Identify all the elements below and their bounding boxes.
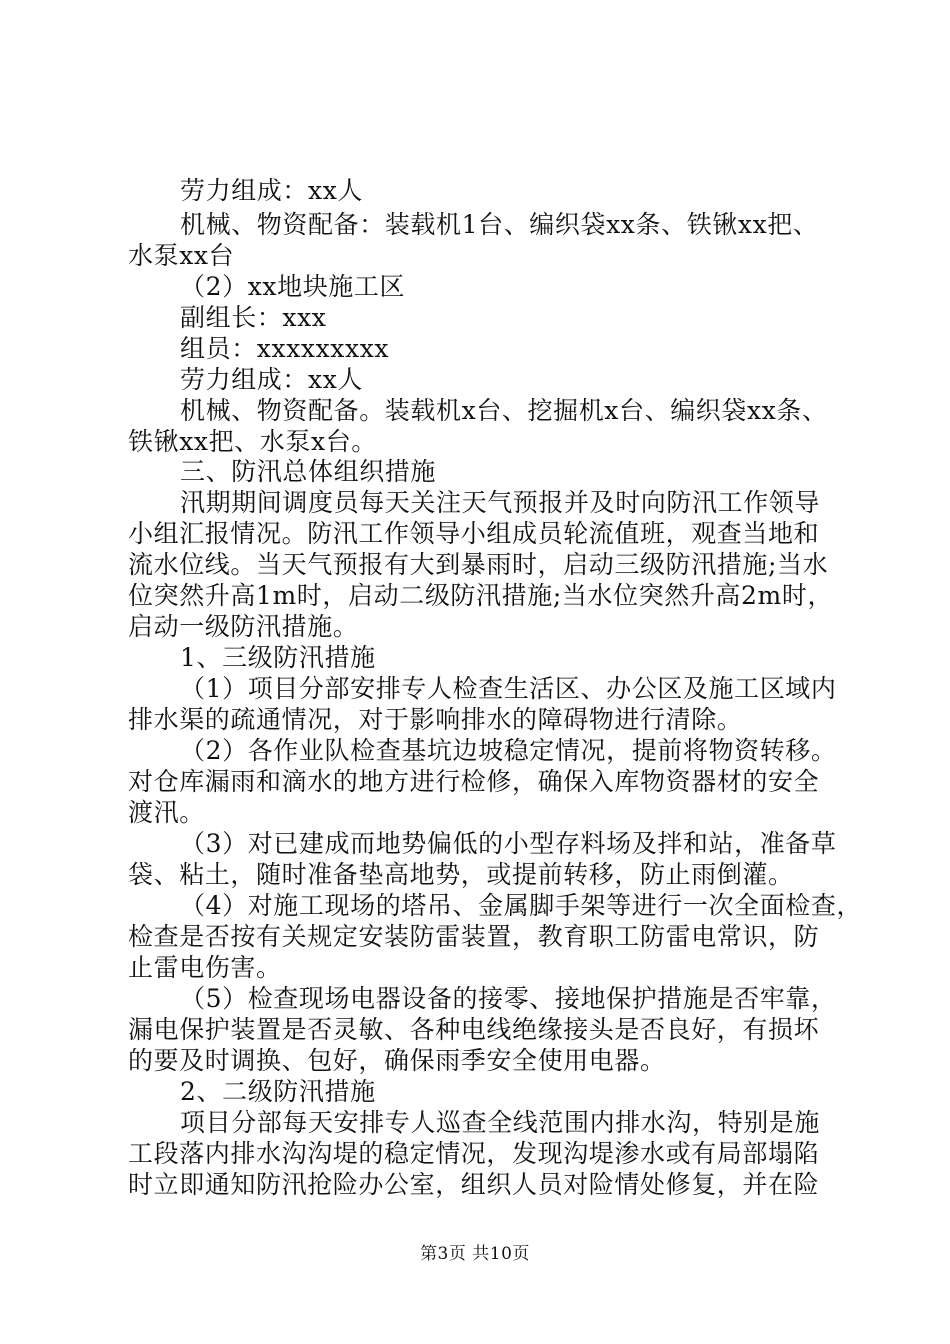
text-line: 工段落内排水沟沟堤的稳定情况，发现沟堤渗水或有局部塌陷 <box>128 1139 820 1168</box>
text-line: 机械、物资配备。装载机x台、挖掘机x台、编织袋xx条、 <box>180 396 828 425</box>
text-line: 渡汛。 <box>128 798 205 827</box>
text-line: 启动一级防汛措施。 <box>128 612 359 641</box>
text-line: 项目分部每天安排专人巡查全线范围内排水沟，特别是施 <box>180 1108 821 1137</box>
text-line: 的要及时调换、包好，确保雨季安全使用电器。 <box>128 1046 666 1075</box>
text-line: 位突然升高1m时，启动二级防汛措施;当水位突然升高2m时， <box>128 581 834 610</box>
text-line: 水泵xx台 <box>128 241 235 270</box>
text-line: 漏电保护装置是否灵敏、各种电线绝缘接头是否良好，有损坏 <box>128 1015 820 1044</box>
section-heading: 1、三级防汛措施 <box>180 643 376 672</box>
text-line: （5）检查现场电器设备的接零、接地保护措施是否牢靠， <box>180 984 837 1013</box>
text-line: 对仓库漏雨和滴水的地方进行检修，确保入库物资器材的安全 <box>128 767 820 796</box>
text-line: （2）各作业队检查基坑边坡稳定情况，提前将物资转移。 <box>180 736 837 765</box>
text-line: 汛期期间调度员每天关注天气预报并及时向防汛工作领导 <box>180 488 821 517</box>
text-line: 排水渠的疏通情况，对于影响排水的障碍物进行清除。 <box>128 705 743 734</box>
text-line: 时立即通知防汛抢险办公室，组织人员对险情处修复，并在险 <box>128 1170 820 1199</box>
section-heading: （2）xx地块施工区 <box>180 272 406 301</box>
section-heading: 三、防汛总体组织措施 <box>180 457 437 486</box>
text-line: 流水位线。当天气预报有大到暴雨时，启动三级防汛措施;当水 <box>128 550 829 579</box>
text-line: 止雷电伤害。 <box>128 953 282 982</box>
text-line: 组员：xxxxxxxxx <box>180 334 390 363</box>
text-line: 副组长：xxx <box>180 303 327 332</box>
text-line: 袋、粘土，随时准备垫高地势，或提前转移，防止雨倒灌。 <box>128 860 794 889</box>
text-line: 劳力组成：xx人 <box>180 365 363 394</box>
text-line: （1）项目分部安排专人检查生活区、办公区及施工区域内 <box>180 674 837 703</box>
page-number-footer: 第3页 共10页 <box>420 1244 530 1264</box>
text-line: 铁锹xx把、水泵x台。 <box>128 427 377 456</box>
text-line: 小组汇报情况。防汛工作领导小组成员轮流值班，观查当地和 <box>128 519 820 548</box>
section-heading: 2、二级防汛措施 <box>180 1077 376 1106</box>
text-line: 机械、物资配备：装载机1台、编织袋xx条、铁锹xx把、 <box>180 210 819 239</box>
text-line: 劳力组成：xx人 <box>180 176 363 205</box>
text-line: 检查是否按有关规定安装防雷装置，教育职工防雷电常识，防 <box>128 922 820 951</box>
text-line: （3）对已建成而地势偏低的小型存料场及拌和站，准备草 <box>180 829 837 858</box>
text-line: （4）对施工现场的塔吊、金属脚手架等进行一次全面检查， <box>180 891 863 920</box>
